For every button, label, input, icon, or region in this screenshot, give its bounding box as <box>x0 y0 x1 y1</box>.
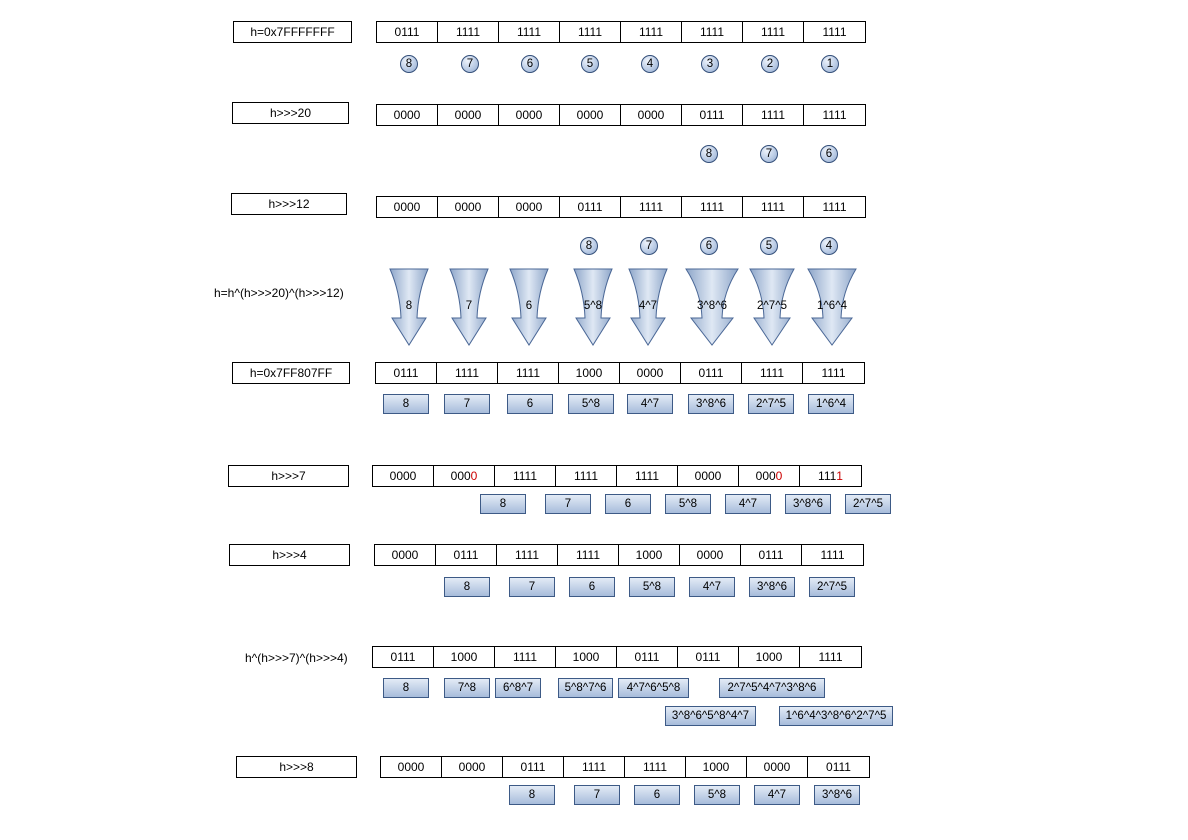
bit-cell: 000 0 <box>739 466 800 486</box>
bit-cell: 0000 <box>442 757 503 777</box>
bit-cell: 1111 <box>821 366 846 380</box>
bit-cell: 1111 <box>742 363 803 383</box>
bit-cell: 0111 <box>436 545 497 565</box>
bit-cell: 1000 <box>556 647 617 667</box>
source-chip: 4^7 <box>689 577 735 597</box>
bit-cell: 1111 <box>617 466 678 486</box>
xor-formula: h=h^(h>>>20)^(h>>>12) <box>214 286 344 300</box>
source-chip: 2^7^5 <box>809 577 855 597</box>
row-label: h>>>20 <box>232 102 349 124</box>
bit-cell: 0111 <box>503 757 564 777</box>
bit-cell: 0111 <box>560 197 621 217</box>
source-chip: 8 <box>383 394 429 414</box>
down-arrow <box>685 268 739 346</box>
bit-cell: 0000 <box>377 197 438 217</box>
source-chip: 1^6^4 <box>808 394 854 414</box>
bit-cell: 0000 <box>377 105 438 125</box>
source-chip: 2^7^5^4^7^3^8^6 <box>719 678 825 698</box>
arrow-label: 6 <box>525 300 533 312</box>
bit-cell: 1000 <box>686 757 747 777</box>
bit-cell: 1000 <box>619 545 680 565</box>
bit-cell: 1111 <box>498 363 559 383</box>
down-arrow <box>807 268 857 346</box>
bit-cell: 0111 <box>826 760 851 774</box>
bit-cell: 1111 <box>495 466 556 486</box>
arrow-label: 8 <box>405 300 413 312</box>
bit-cell: 1000 <box>559 363 620 383</box>
source-chip: 3^8^6^5^8^4^7 <box>665 706 756 726</box>
arrow-label: 7 <box>465 300 473 312</box>
bit-cell: 1111 <box>820 548 845 562</box>
bit-cell: 1111 <box>556 466 617 486</box>
arrow-label: 3^8^6 <box>697 300 727 312</box>
bit-cell: 1111 <box>438 22 499 42</box>
source-chip: 8 <box>509 785 555 805</box>
nibble-index-circle: 2 <box>761 55 779 73</box>
row-label: h=0x7FFFFFFF <box>233 21 352 43</box>
bit-row <box>376 196 866 218</box>
bit-cell: 0000 <box>680 545 741 565</box>
arrow-label: 1^6^4 <box>817 300 847 312</box>
arrow-label: 2^7^5 <box>757 300 787 312</box>
nibble-index-circle: 8 <box>400 55 418 73</box>
bit-cell: 1111 <box>743 105 804 125</box>
bit-row <box>372 646 862 668</box>
source-chip: 7^8 <box>444 678 490 698</box>
bit-cell: 000 0 <box>434 466 495 486</box>
bit-cell: 1111 <box>564 757 625 777</box>
nibble-index-circle: 1 <box>821 55 839 73</box>
source-chip: 5^8 <box>629 577 675 597</box>
row-label: h>>>4 <box>229 544 350 566</box>
source-chip: 7 <box>574 785 620 805</box>
bit-cell: 0111 <box>678 647 739 667</box>
xor-formula: h^(h>>>7)^(h>>>4) <box>245 651 348 665</box>
bit-cell: 1000 <box>739 647 800 667</box>
bit-cell: 1111 <box>743 197 804 217</box>
source-chip: 7 <box>444 394 490 414</box>
bit-row <box>375 362 865 384</box>
bit-cell: 0111 <box>681 363 742 383</box>
source-chip: 3^8^6 <box>814 785 860 805</box>
bit-cell: 0000 <box>438 197 499 217</box>
arrow-label: 5^8 <box>583 300 603 312</box>
bit-cell: 0000 <box>373 466 434 486</box>
bit-cell: 1111 <box>560 22 621 42</box>
source-chip: 7 <box>509 577 555 597</box>
arrow-label: 4^7 <box>638 300 658 312</box>
source-chip: 8 <box>444 577 490 597</box>
bit-row <box>380 756 870 778</box>
nibble-index-circle: 7 <box>760 145 778 163</box>
bit-cell: 0000 <box>620 363 681 383</box>
bit-cell: 0111 <box>682 105 743 125</box>
bit-cell: 1111 <box>743 22 804 42</box>
down-arrow <box>628 268 668 346</box>
nibble-index-circle: 4 <box>641 55 659 73</box>
bit-cell: 1111 <box>682 197 743 217</box>
source-chip: 1^6^4^3^8^6^2^7^5 <box>779 706 893 726</box>
bit-cell: 1111 <box>822 25 847 39</box>
source-chip: 4^7 <box>725 494 771 514</box>
nibble-index-circle: 6 <box>521 55 539 73</box>
down-arrow <box>449 268 489 346</box>
bit-cell: 1111 <box>621 22 682 42</box>
bit-cell: 0000 <box>747 757 808 777</box>
down-arrow <box>749 268 795 346</box>
bit-cell: 0000 <box>621 105 682 125</box>
bit-row <box>374 544 864 566</box>
source-chip: 2^7^5 <box>748 394 794 414</box>
down-arrow <box>573 268 613 346</box>
source-chip: 6 <box>569 577 615 597</box>
bit-cell: 0111 <box>741 545 802 565</box>
bit-row <box>372 465 862 487</box>
source-chip: 7 <box>545 494 591 514</box>
source-chip: 3^8^6 <box>749 577 795 597</box>
row-label: h>>>12 <box>231 193 347 215</box>
nibble-index-circle: 5 <box>760 237 778 255</box>
source-chip: 4^7^6^5^8 <box>618 678 689 698</box>
source-chip: 2^7^5 <box>845 494 891 514</box>
bit-cell: 111 1 <box>818 469 843 483</box>
source-chip: 5^8^7^6 <box>558 678 613 698</box>
bit-cell: 0000 <box>381 757 442 777</box>
row-label: h>>>7 <box>228 465 349 487</box>
bit-cell: 0111 <box>617 647 678 667</box>
bit-cell: 1111 <box>621 197 682 217</box>
bit-cell: 1111 <box>818 650 843 664</box>
source-chip: 5^8 <box>665 494 711 514</box>
bit-cell: 1111 <box>499 22 560 42</box>
bit-cell: 1111 <box>495 647 556 667</box>
bit-cell: 1111 <box>682 22 743 42</box>
row-label: h>>>8 <box>236 756 357 778</box>
bit-cell: 0000 <box>499 105 560 125</box>
source-chip: 4^7 <box>627 394 673 414</box>
source-chip: 5^8 <box>568 394 614 414</box>
bit-cell: 0111 <box>376 363 437 383</box>
source-chip: 6 <box>605 494 651 514</box>
bit-cell: 0111 <box>373 647 434 667</box>
bit-cell: 1000 <box>434 647 495 667</box>
source-chip: 6 <box>634 785 680 805</box>
source-chip: 8 <box>383 678 429 698</box>
bit-cell: 1111 <box>822 200 847 214</box>
source-chip: 6^8^7 <box>495 678 541 698</box>
bit-cell: 0000 <box>499 197 560 217</box>
bit-cell: 0111 <box>377 22 438 42</box>
bit-cell: 0000 <box>438 105 499 125</box>
nibble-index-circle: 4 <box>820 237 838 255</box>
nibble-index-circle: 6 <box>820 145 838 163</box>
nibble-index-circle: 7 <box>640 237 658 255</box>
source-chip: 3^8^6 <box>785 494 831 514</box>
bit-row <box>376 21 866 43</box>
nibble-index-circle: 7 <box>461 55 479 73</box>
bit-cell: 1111 <box>437 363 498 383</box>
bit-cell: 1111 <box>558 545 619 565</box>
bit-cell: 1111 <box>497 545 558 565</box>
bit-cell: 1111 <box>822 108 847 122</box>
source-chip: 8 <box>480 494 526 514</box>
source-chip: 6 <box>507 394 553 414</box>
nibble-index-circle: 3 <box>701 55 719 73</box>
source-chip: 3^8^6 <box>688 394 734 414</box>
source-chip: 5^8 <box>694 785 740 805</box>
bit-cell: 1111 <box>625 757 686 777</box>
nibble-index-circle: 8 <box>580 237 598 255</box>
bit-cell: 0000 <box>560 105 621 125</box>
down-arrow <box>389 268 429 346</box>
row-label: h=0x7FF807FF <box>232 362 350 384</box>
bit-cell: 0000 <box>375 545 436 565</box>
down-arrow <box>509 268 549 346</box>
nibble-index-circle: 6 <box>700 237 718 255</box>
nibble-index-circle: 8 <box>700 145 718 163</box>
nibble-index-circle: 5 <box>581 55 599 73</box>
bit-row <box>376 104 866 126</box>
bit-cell: 0000 <box>678 466 739 486</box>
source-chip: 4^7 <box>754 785 800 805</box>
